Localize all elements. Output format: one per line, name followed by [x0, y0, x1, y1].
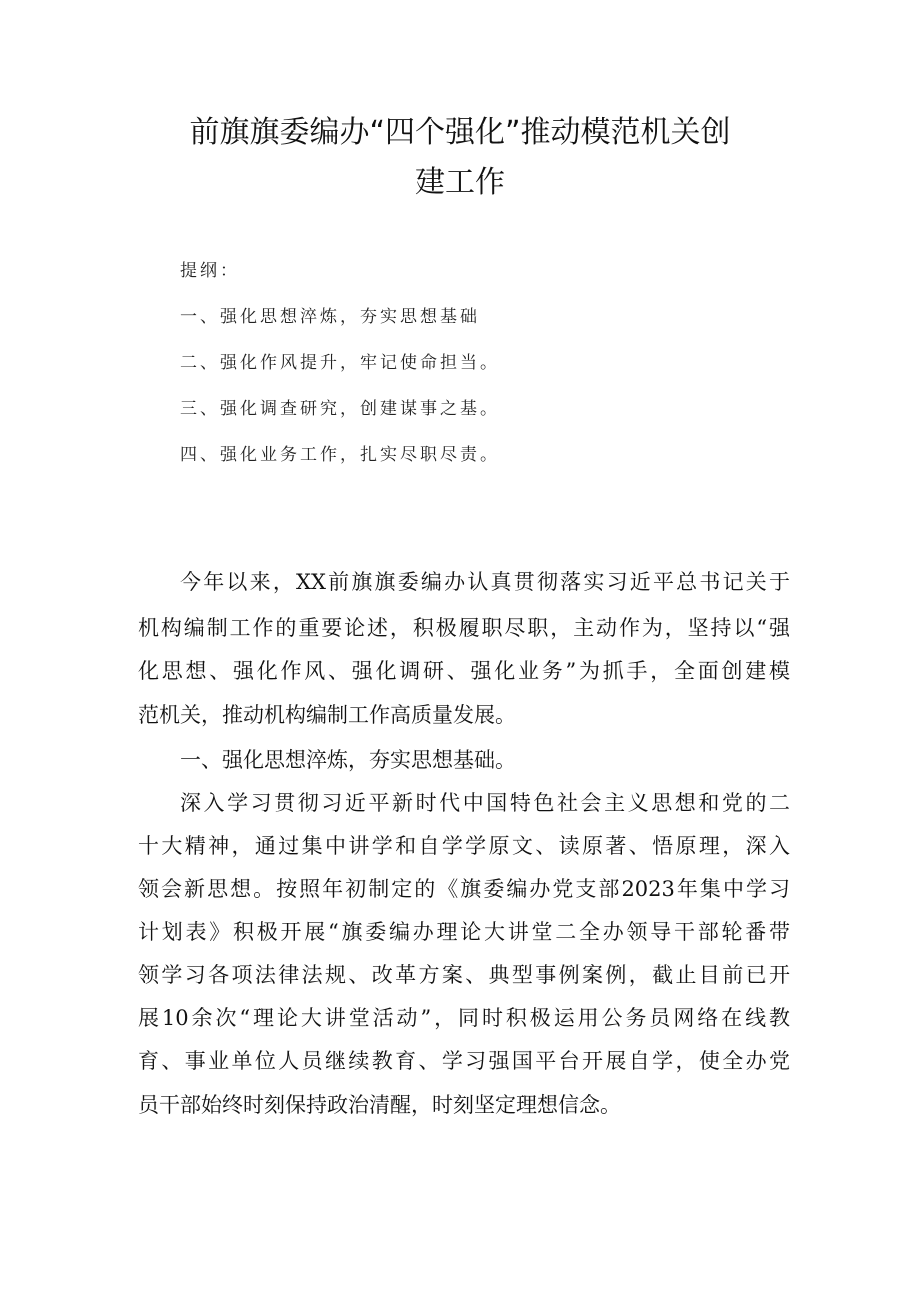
section-1-heading: 一、强化思想淬炼，夯实思想基础。	[180, 748, 516, 772]
outline-item-2: 二、强化作风提升，牢记使命担当。	[180, 353, 500, 373]
section-1-line-6: 展10余次“理论大讲堂活动”，同时积极运用公务员网络在线教	[138, 1006, 790, 1030]
section-1-line-8: 员干部始终时刻保持政治清醒，时刻坚定理想信念。	[138, 1093, 621, 1117]
section-1-line-4: 计划表》积极开展“旗委编办理论大讲堂二全办领导干部轮番带	[138, 920, 790, 944]
section-1-line-3: 领会新思想。按照年初制定的《旗委编办党支部2023年集中学习	[138, 877, 790, 901]
section-1-line-7: 育、事业单位人员继续教育、学习强国平台开展自学，使全办党	[138, 1049, 790, 1073]
intro-line-3: 化思想、强化作风、强化调研、强化业务”为抓手，全面创建模	[138, 659, 790, 683]
intro-line-1: 今年以来，XX前旗旗委编办认真贯彻落实习近平总书记关于	[180, 570, 790, 594]
document-title-line-1: 前旗旗委编办“四个强化”推动模范机关创	[189, 115, 731, 150]
outline-label: 提纲：	[180, 261, 240, 281]
section-1-line-1: 深入学习贯彻习近平新时代中国特色社会主义思想和党的二	[180, 791, 790, 815]
section-1-line-5: 领学习各项法律法规、改革方案、典型事例案例，截止目前已开	[138, 963, 790, 987]
intro-line-2: 机构编制工作的重要论述，积极履职尽职，主动作为，坚持以“强	[138, 616, 790, 640]
document-title-line-2: 建工作	[415, 165, 505, 200]
outline-item-1: 一、强化思想淬炼，夯实思想基础	[180, 307, 480, 327]
section-1-line-2: 十大精神，通过集中讲学和自学学原文、读原著、悟原理，深入	[138, 834, 790, 858]
intro-line-4: 范机关，推动机构编制工作高质量发展。	[138, 703, 516, 727]
outline-item-4: 四、强化业务工作，扎实尽职尽责。	[180, 445, 500, 465]
outline-item-3: 三、强化调查研究，创建谋事之基。	[180, 399, 500, 419]
